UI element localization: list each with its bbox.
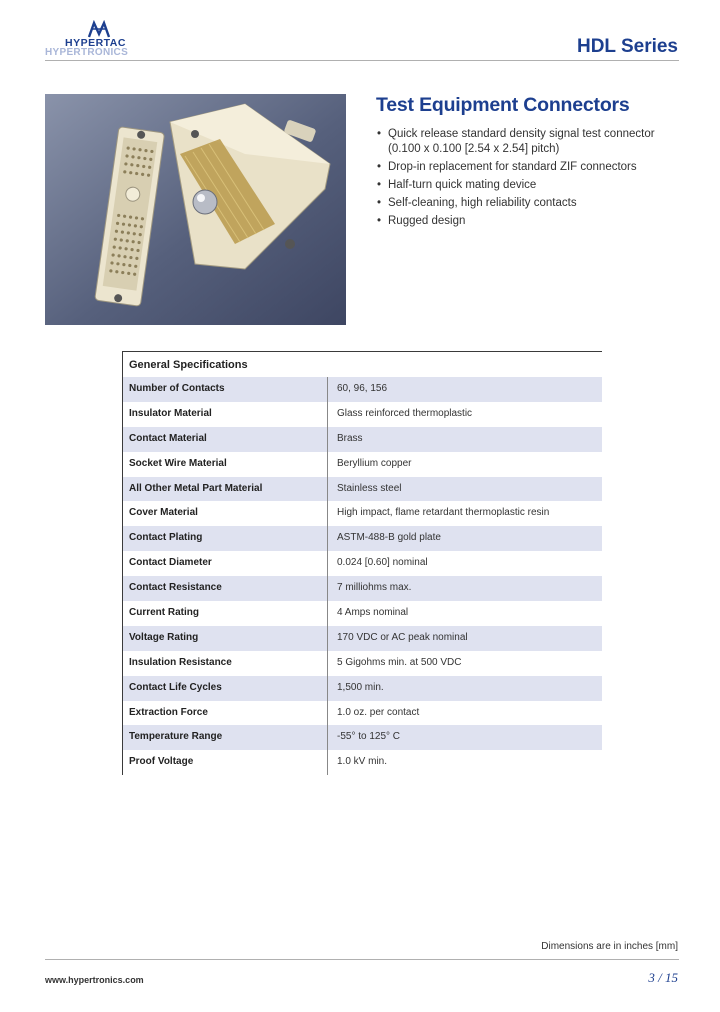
table-row	[122, 601, 602, 626]
table-row	[122, 750, 602, 775]
spec-value: 0.024 [0.60] nominal	[337, 557, 428, 569]
website-link[interactable]: www.hypertronics.com	[45, 975, 144, 985]
spec-value: 5 Gigohms min. at 500 VDC	[337, 656, 462, 668]
company-logo	[45, 20, 155, 60]
spec-label: Contact Resistance	[123, 576, 328, 601]
feature-list	[376, 127, 676, 232]
feature-item	[376, 178, 676, 193]
spec-label: All Other Metal Part Material	[123, 477, 328, 502]
page-title: Test Equipment Connectors	[376, 94, 630, 116]
specifications-heading: General Specifications	[122, 351, 602, 377]
hypertac-mark-icon	[87, 20, 113, 38]
feature-item	[376, 196, 676, 211]
spec-label: Contact Diameter	[123, 551, 328, 576]
spec-label: Insulator Material	[123, 402, 328, 427]
table-row	[122, 526, 602, 551]
feature-text: Quick release standard density signal test connector	[388, 128, 655, 140]
table-row	[122, 651, 602, 676]
table-row	[122, 477, 602, 502]
spec-value: 1,500 min.	[337, 681, 384, 693]
spec-label: Temperature Range	[123, 725, 328, 750]
spec-value: 60, 96, 156	[337, 383, 388, 394]
spec-value: 7 milliohms max.	[337, 582, 412, 594]
dimensions-note: Dimensions are in inches [mm]	[541, 941, 678, 952]
table-row	[122, 501, 602, 526]
spec-value: -55° to 125° C	[337, 731, 401, 743]
spec-label: Cover Material	[123, 501, 328, 526]
table-row	[122, 377, 602, 402]
table-row	[122, 452, 602, 477]
page-number: 3 / 15	[648, 970, 678, 985]
logo-text-hypertac: HYPERTAC	[65, 37, 126, 49]
spec-label: Extraction Force	[123, 701, 328, 726]
feature-item	[376, 127, 676, 157]
spec-label: Contact Life Cycles	[123, 676, 328, 701]
footer-divider	[45, 959, 679, 960]
feature-text: Drop-in replacement for standard ZIF connectors	[388, 161, 637, 173]
spec-value: Stainless steel	[337, 482, 402, 494]
table-row	[122, 551, 602, 576]
spec-label: Number of Contacts	[123, 377, 328, 402]
spec-label: Contact Plating	[123, 526, 328, 551]
series-title: HDL Series	[576, 36, 678, 57]
spec-value: ASTM-488-B gold plate	[337, 532, 441, 544]
feature-subtext: (0.100 x 0.100 [2.54 x 2.54] pitch)	[388, 143, 560, 155]
header-divider	[45, 60, 679, 61]
table-row	[122, 701, 602, 726]
product-photo	[45, 94, 346, 325]
table-row	[122, 676, 602, 701]
spec-value: High impact, flame retardant thermoplastic resin	[337, 507, 550, 519]
spec-value: 4 Amps nominal	[337, 607, 409, 619]
spec-value: 1.0 oz. per contact	[337, 706, 420, 718]
specifications-table	[122, 351, 602, 775]
feature-item	[376, 160, 676, 175]
spec-label: Voltage Rating	[123, 626, 328, 651]
spec-value: Glass reinforced thermoplastic	[337, 407, 473, 419]
table-row	[122, 725, 602, 750]
table-row	[122, 402, 602, 427]
connector-photo-icon	[45, 94, 346, 325]
spec-value: 1.0 kV min.	[337, 756, 388, 768]
spec-label: Current Rating	[123, 601, 328, 626]
spec-value: 170 VDC or AC peak nominal	[337, 631, 468, 643]
spec-label: Proof Voltage	[123, 750, 328, 775]
table-row	[122, 626, 602, 651]
feature-item	[376, 214, 676, 229]
spec-label: Socket Wire Material	[123, 452, 328, 477]
spec-label: Contact Material	[123, 427, 328, 452]
table-row	[122, 427, 602, 452]
logo-text-hypertronics: HYPERTRONICS	[45, 47, 129, 58]
feature-text: Self-cleaning, high reliability contacts	[388, 197, 577, 209]
spec-value: Brass	[337, 432, 363, 444]
feature-text: Half-turn quick mating device	[388, 179, 537, 191]
spec-label: Insulation Resistance	[123, 651, 328, 676]
table-row	[122, 576, 602, 601]
feature-text: Rugged design	[388, 215, 466, 227]
spec-value: Beryllium copper	[337, 457, 412, 469]
